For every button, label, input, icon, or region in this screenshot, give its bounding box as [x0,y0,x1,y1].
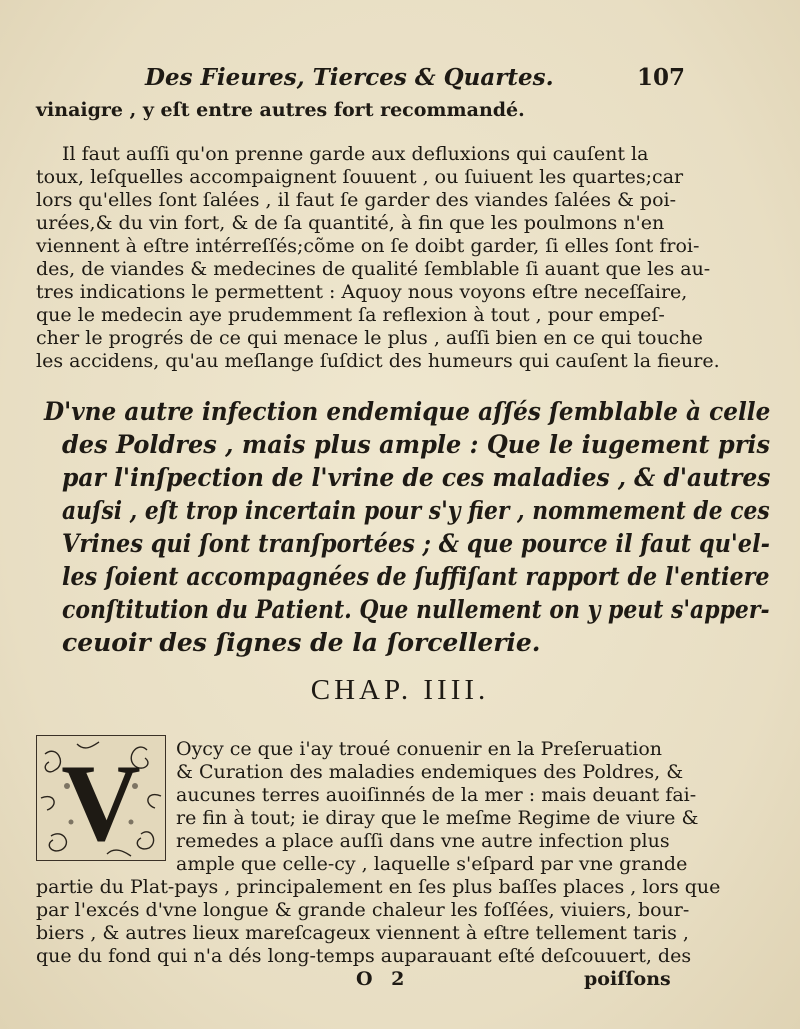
text-line: Vrines qui ſont tranſportées ; & que pource il faut qu'el- [62,529,770,558]
text-line: remedes a place auſſi dans vne autre infection plus [176,830,670,852]
text-line: & Curation des maladies endemiques des Poldres, & [176,761,684,783]
running-title: Des Fieures, Tierces & Quartes. [145,64,554,91]
text-line: des, de viandes & medecines de qualité ſemblable ſi auant que les au- [36,258,711,280]
text-line: que du fond qui n'a dés long-temps auparauant eſté deſcouuert, des [36,945,692,967]
text-line: biers , & autres lieux mareſcageux viennent à eſtre tellement taris , [36,922,689,944]
text-line: les ſoient accompagnées de ſuffiſant rapport de l'entiere [62,562,770,591]
text-line: des Poldres , mais plus ample : Que le iugement pris [62,430,771,459]
text-line: les accidens, qu'au meſlange ſuſdict des humeurs qui cauſent la fieure. [36,350,720,372]
text-line: cher le progrés de ce qui menace le plus , auſſi bien en ce qui touche [36,327,703,349]
text-line: par l'inſpection de l'vrine de ces maladies , & d'autres [62,463,771,492]
text-line: tres indications le permettent : Aquoy nous voyons eſtre neceſſaire, [36,281,688,303]
text-line: toux, leſquelles accompaignent ſouuent , ou ſuiuent les quartes;car [36,166,684,188]
text-line: partie du Plat-pays , principalement en ſes plus baſſes places , lors que [36,876,721,898]
chapter-heading: CHAP. IIII. [310,674,490,706]
running-head [145,64,685,94]
text-line: ceuoir des ſignes de la ſorcellerie. [62,628,541,657]
floral-ornament-icon [37,736,165,860]
text-line: conſtitution du Patient. Que nullement on y peut s'apper- [62,595,770,624]
text-line: D'vne autre infection endemique aſſés ſemblable à celle [44,397,771,426]
text-line: aucunes terres auoiſinnés de la mer : mais deuant fai- [176,784,697,806]
text-line: viennent à eſtre intérreſſés;cõme on ſe doibt garder, ſi elles ſont froi- [36,235,700,257]
text-line: Il faut auſſi qu'on prenne garde aux defluxions qui cauſent la [62,143,649,165]
text-line: vinaigre , y eſt entre autres fort recommandé. [36,99,525,121]
text-line: re fin à tout; ie diray que le meſme Regime de viure & [176,807,699,829]
text-line: par l'excés d'vne longue & grande chaleur les foſſées, viuiers, bour- [36,899,690,921]
text-line: urées,& du vin fort, & de ſa quantité, à fin que les poulmons n'en [36,212,665,234]
initial-letter: V [61,742,141,860]
signature-mark: O 2 [356,968,411,990]
page-number: 107 [636,64,685,91]
text-line: lors qu'elles ſont ſalées , il faut ſe garder des viandes ſalées & poi- [36,189,677,211]
decorated-initial-v [36,735,166,861]
text-line: auſsi , eſt trop incertain pour s'y fier , nommement de ces [62,496,770,525]
text-line: ample que celle-cy , laquelle s'eſpard par vne grande [176,853,688,875]
catchword: poiſſons [584,968,671,990]
text-line: que le medecin aye prudemment ſa reflexion à tout , pour empeſ- [36,304,665,326]
text-line: Oycy ce que i'ay troué conuenir en la Preſeruation [176,738,663,760]
